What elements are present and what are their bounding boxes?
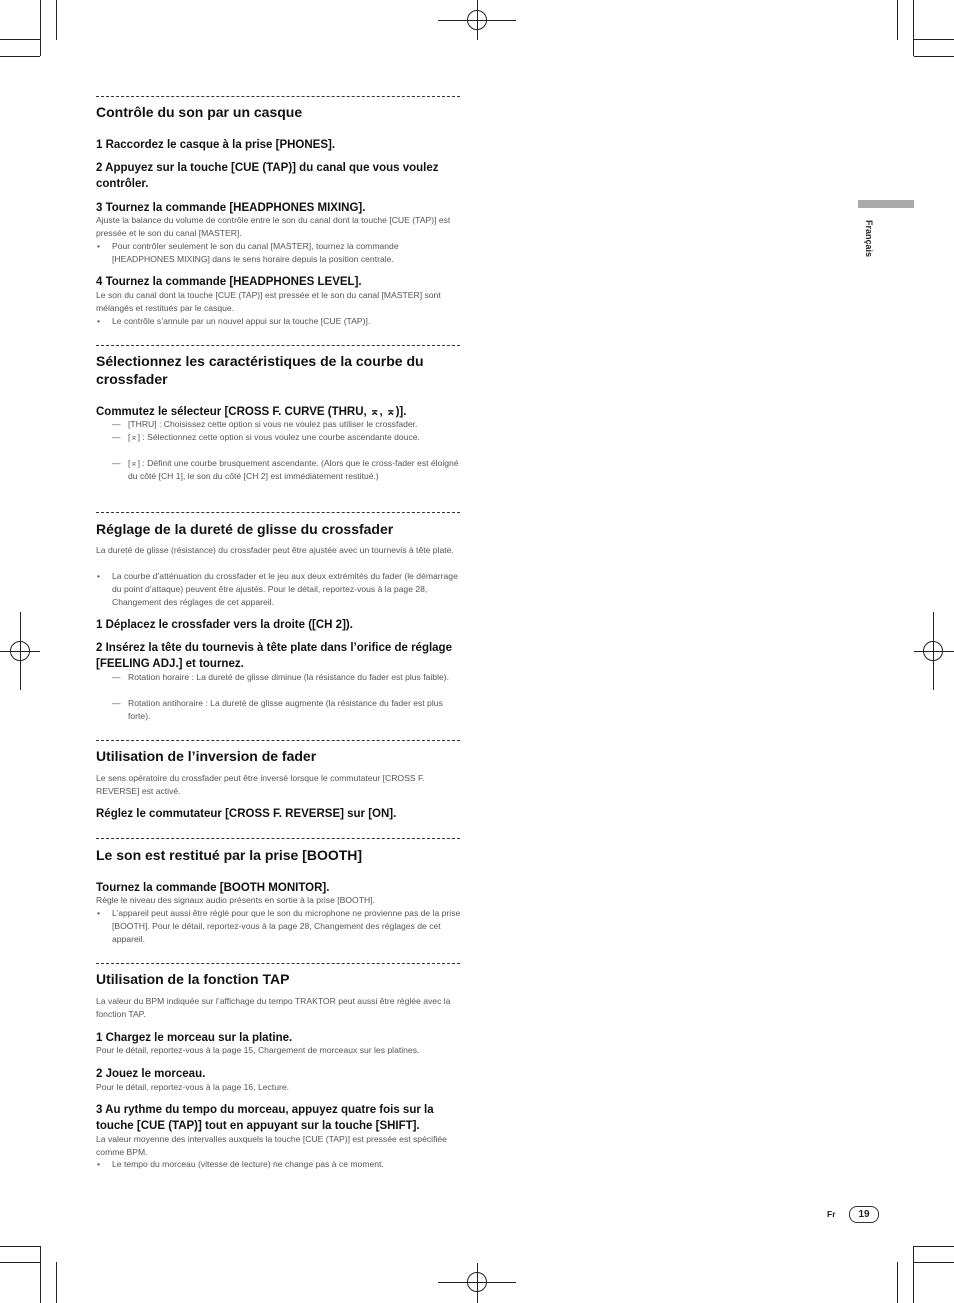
dash-item: — Rotation horaire : La dureté de glisse diminue (la résistance du fader est plus faible). [112,671,464,684]
paragraph: La valeur du BPM indiquée sur l’affichage du tempo TRAKTOR peut aussi être réglée avec la fonction TAP. [96,996,451,1019]
divider [96,740,460,741]
section-title: Contrôle du son par un casque [96,104,303,120]
divider [96,345,460,346]
divider [96,96,460,97]
section-title: Utilisation de l’inversion de fader [96,748,317,764]
dash-item: — [⌅] : Sélectionnez cette option si vous voulez une courbe ascendante douce. [112,431,464,444]
dash-item: — Rotation antihoraire : La dureté de glisse augmente (la résistance du fader est plus forte). [112,697,464,723]
dash-item: — [THRU] : Choisissez cette option si vous ne voulez pas utiliser le crossfader. [112,418,464,431]
step-heading: 1 Déplacez le crossfader vers la droite ([CH 2]). [96,619,353,631]
command-heading: Tournez la commande [BOOTH MONITOR]. [96,882,330,894]
divider [96,838,460,839]
language-code: Fr [827,1209,836,1219]
bullet-item: • Le tempo du morceau (vitesse de lecture) ne change pas à ce moment. [96,1158,462,1171]
section-title: Réglage de la dureté de glisse du crossfader [96,521,394,537]
command-heading: Réglez le commutateur [CROSS F. REVERSE] sur [ON]. [96,808,397,820]
step-heading: 2 Appuyez sur la touche [CUE (TAP)] du canal que vous voulez contrôler. [96,162,439,190]
bullet-item: • Le contrôle s’annule par un nouvel appui sur la touche [CUE (TAP)]. [96,315,462,328]
language-tab [858,200,914,208]
paragraph: Règle le niveau des signaux audio présents en sortie à la prise [BOOTH]. [96,895,375,905]
paragraph: Pour le détail, reportez-vous à la page 16, Lecture. [96,1082,289,1092]
paragraph: Pour le détail, reportez-vous à la page 15, Chargement de morceaux sur les platines. [96,1045,420,1055]
paragraph: Le son du canal dont la touche [CUE (TAP)] est pressée et le son du canal [MASTER] sont mélangés et restitués par le casque. [96,290,441,313]
language-label: Français [864,220,874,258]
section-title: Utilisation de la fonction TAP [96,971,290,987]
divider [96,512,460,513]
command-heading: Commutez le sélecteur [CROSS F. CURVE (THRU, ⌅, ⌅)]. [96,406,407,418]
section-title: Le son est restitué par la prise [BOOTH] [96,847,363,863]
bullet-item: • Pour contrôler seulement le son du canal [MASTER], tournez la commande [HEADPHONES MIXING] dans le sens horaire depuis la position centrale. [96,240,462,266]
page-number: 19 [849,1206,879,1223]
paragraph: La valeur moyenne des intervalles auxquels la touche [CUE (TAP)] est pressée est spécifiée comme BPM. [96,1134,447,1157]
step-heading: 1 Raccordez le casque à la prise [PHONES]. [96,139,336,151]
paragraph: La dureté de glisse (résistance) du crossfader peut être ajustée avec un tournevis à tête plate. [96,545,454,555]
paragraph: Ajuste la balance du volume de contrôle entre le son du canal dont la touche [CUE (TAP)] est pressée et le son du canal [MASTER]. [96,215,451,238]
divider [96,963,460,964]
paragraph: Le sens opératoire du crossfader peut être inversé lorsque le commutateur [CROSS F. REVERSE] est activé. [96,773,425,796]
bullet-item: • L’appareil peut aussi être réglé pour que le son du microphone ne provienne pas de la prise [BOOTH]. Pour le détail, reportez-vous à la page 28, Changement des réglages de cet appareil. [96,907,462,946]
step-heading: 3 Tournez la commande [HEADPHONES MIXING]. [96,202,366,214]
step-heading: 2 Jouez le morceau. [96,1068,206,1080]
step-heading: 4 Tournez la commande [HEADPHONES LEVEL]. [96,276,362,288]
bullet-item: • La courbe d’atténuation du crossfader et le jeu aux deux extrémités du fader (le démarrage du point d’attaque) peuvent être ajustés. Pour le détail, reportez-vous à la page 28, Changement des réglages de cet appareil. [96,570,462,609]
dash-item: — [⌅] : Définit une courbe brusquement ascendante. (Alors que le cross-fader est éloigné du côté [CH 1], le son du côté [CH 2] est immédiatement restitué.) [112,457,464,483]
step-heading: 3 Au rythme du tempo du morceau, appuyez quatre fois sur la touche [CUE (TAP)] tout en appuyant sur la touche [SHIFT]. [96,1104,434,1132]
step-heading: 1 Chargez le morceau sur la platine. [96,1032,293,1044]
step-heading: 2 Insérez la tête du tournevis à tête plate dans l’orifice de réglage [FEELING ADJ.] et tournez. [96,642,452,670]
section-title: Sélectionnez les caractéristiques de la courbe du crossfader [96,353,424,387]
